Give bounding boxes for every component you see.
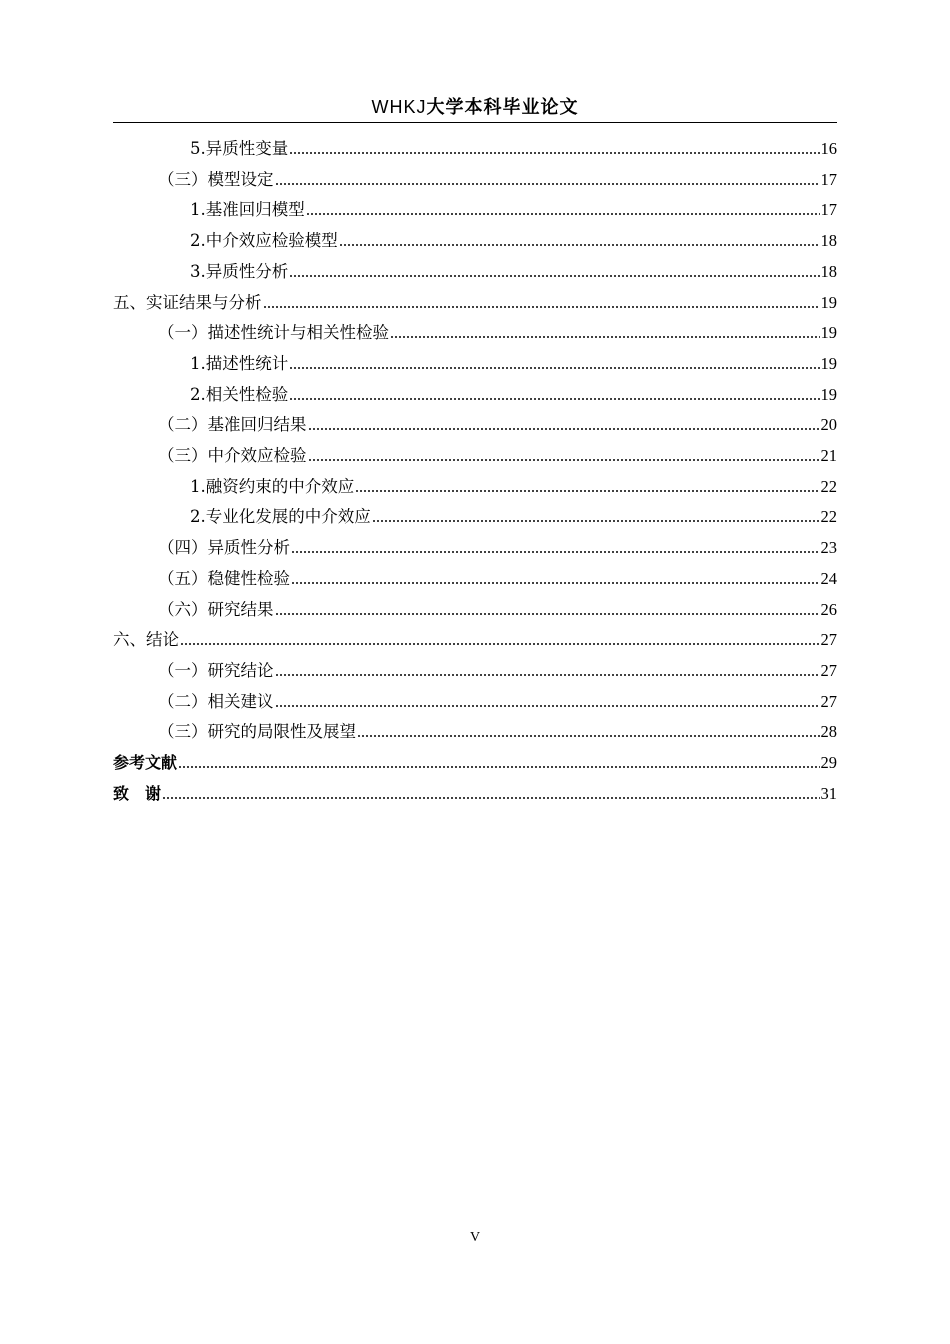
toc-entry[interactable] bbox=[113, 345, 837, 375]
toc-entry[interactable] bbox=[113, 376, 837, 406]
toc-entry[interactable] bbox=[113, 284, 837, 314]
toc-entry-title: 3.异质性分析 bbox=[190, 261, 289, 281]
toc-entry-title: （一）描述性统计与相关性检验 bbox=[158, 323, 389, 343]
toc-entry[interactable] bbox=[113, 652, 837, 682]
toc-entry-page-number: 29 bbox=[820, 753, 837, 772]
header-title-text: 大学本科毕业论文 bbox=[426, 97, 579, 118]
toc-entry[interactable] bbox=[113, 529, 837, 559]
toc-entry-page-number: 31 bbox=[820, 783, 837, 803]
toc-entry[interactable] bbox=[113, 130, 837, 160]
toc-dot-leader bbox=[275, 608, 820, 616]
toc-dot-leader bbox=[275, 669, 820, 677]
toc-entry-title: （二）基准回归结果 bbox=[158, 415, 307, 435]
toc-entry-page-number: 22 bbox=[820, 476, 837, 496]
toc-entry-page-number: 20 bbox=[820, 415, 837, 435]
toc-dot-leader bbox=[178, 761, 819, 769]
toc-dot-leader bbox=[306, 208, 820, 216]
toc-entry-page-number: 27 bbox=[820, 660, 837, 680]
toc-dot-leader bbox=[390, 331, 820, 339]
toc-entry-page-number: 19 bbox=[820, 292, 837, 312]
header-latin-text: WHKJ bbox=[371, 97, 427, 117]
toc-entry-page-number: 26 bbox=[820, 599, 837, 619]
toc-entry-page-number: 17 bbox=[820, 169, 837, 189]
toc-entry[interactable] bbox=[113, 560, 837, 590]
toc-dot-leader bbox=[180, 638, 820, 646]
toc-dot-leader bbox=[263, 301, 820, 309]
toc-entry[interactable] bbox=[113, 683, 837, 713]
page-number: V bbox=[469, 1230, 481, 1245]
toc-entry-title: 五、实证结果与分析 bbox=[113, 292, 262, 312]
toc-dot-leader bbox=[275, 700, 820, 708]
toc-entry-page-number: 27 bbox=[820, 630, 837, 650]
toc-entry-title: （四）异质性分析 bbox=[158, 538, 290, 558]
toc-dot-leader bbox=[372, 515, 820, 523]
toc-entry-title: 1.融资约束的中介效应 bbox=[190, 476, 355, 496]
toc-entry-page-number: 27 bbox=[820, 691, 837, 711]
toc-dot-leader bbox=[308, 454, 820, 462]
toc-entry[interactable] bbox=[113, 775, 837, 805]
toc-dot-leader bbox=[289, 362, 819, 370]
toc-entry-title: （五）稳健性检验 bbox=[158, 568, 290, 588]
toc-entry-title: 1.描述性统计 bbox=[190, 353, 289, 373]
toc-entry-title: （六）研究结果 bbox=[158, 599, 274, 619]
toc-entry-page-number: 19 bbox=[820, 353, 837, 373]
toc-entry-title: （二）相关建议 bbox=[158, 691, 274, 711]
toc-entry-page-number: 16 bbox=[820, 139, 837, 158]
toc-dot-leader bbox=[291, 577, 820, 585]
toc-dot-leader bbox=[289, 393, 819, 401]
toc-entry-page-number: 17 bbox=[820, 200, 837, 220]
toc-entry[interactable] bbox=[113, 744, 837, 774]
toc-dot-leader bbox=[275, 178, 820, 186]
toc-dot-leader bbox=[291, 546, 820, 554]
toc-entry-title: （三）中介效应检验 bbox=[158, 446, 307, 465]
toc-entry-title: 参考文献 bbox=[113, 753, 178, 772]
toc-dot-leader bbox=[357, 730, 820, 738]
toc-entry[interactable] bbox=[113, 498, 837, 528]
toc-dot-leader bbox=[308, 423, 820, 431]
toc-entry-page-number: 18 bbox=[820, 231, 837, 251]
toc-entry-title: 5.异质性变量 bbox=[190, 139, 289, 158]
toc-entry-title: （一）研究结论 bbox=[158, 660, 274, 680]
toc-entry-title: 2.中介效应检验模型 bbox=[190, 231, 338, 251]
toc-entry-title: 2.专业化发展的中介效应 bbox=[190, 507, 371, 527]
toc-entry[interactable] bbox=[113, 253, 837, 283]
toc-entry-page-number: 21 bbox=[820, 446, 837, 465]
toc-dot-leader bbox=[289, 270, 819, 278]
toc-entry[interactable] bbox=[113, 161, 837, 191]
toc-entry[interactable] bbox=[113, 437, 837, 467]
toc-entry-title: 2.相关性检验 bbox=[190, 384, 289, 404]
toc-entry-title: 致 谢 bbox=[113, 783, 162, 803]
toc-dot-leader bbox=[339, 239, 820, 247]
toc-entry[interactable] bbox=[113, 621, 837, 651]
toc-entry-page-number: 28 bbox=[820, 722, 837, 742]
toc-entry-title: （三）研究的局限性及展望 bbox=[158, 722, 356, 742]
toc-entry[interactable] bbox=[113, 713, 837, 743]
toc-entry[interactable] bbox=[113, 191, 837, 221]
toc-entry[interactable] bbox=[113, 222, 837, 252]
toc-entry[interactable] bbox=[113, 468, 837, 498]
toc-entry-page-number: 18 bbox=[820, 261, 837, 281]
toc-dot-leader bbox=[289, 147, 819, 155]
toc-entry-page-number: 19 bbox=[820, 323, 837, 343]
toc-entry-page-number: 22 bbox=[820, 507, 837, 527]
running-header bbox=[113, 94, 837, 123]
toc-entry-page-number: 24 bbox=[820, 568, 837, 588]
toc-entry[interactable] bbox=[113, 591, 837, 621]
toc-entry-page-number: 19 bbox=[820, 384, 837, 404]
toc-entry-title: 六、结论 bbox=[113, 630, 179, 650]
toc-entry-title: 1.基准回归模型 bbox=[190, 200, 305, 220]
toc-entry[interactable] bbox=[113, 406, 837, 436]
toc-entry-page-number: 23 bbox=[820, 538, 837, 558]
toc-entry-title: （三）模型设定 bbox=[158, 169, 274, 189]
toc-dot-leader bbox=[355, 485, 819, 493]
toc-dot-leader bbox=[162, 792, 819, 800]
toc-entry[interactable] bbox=[113, 314, 837, 344]
